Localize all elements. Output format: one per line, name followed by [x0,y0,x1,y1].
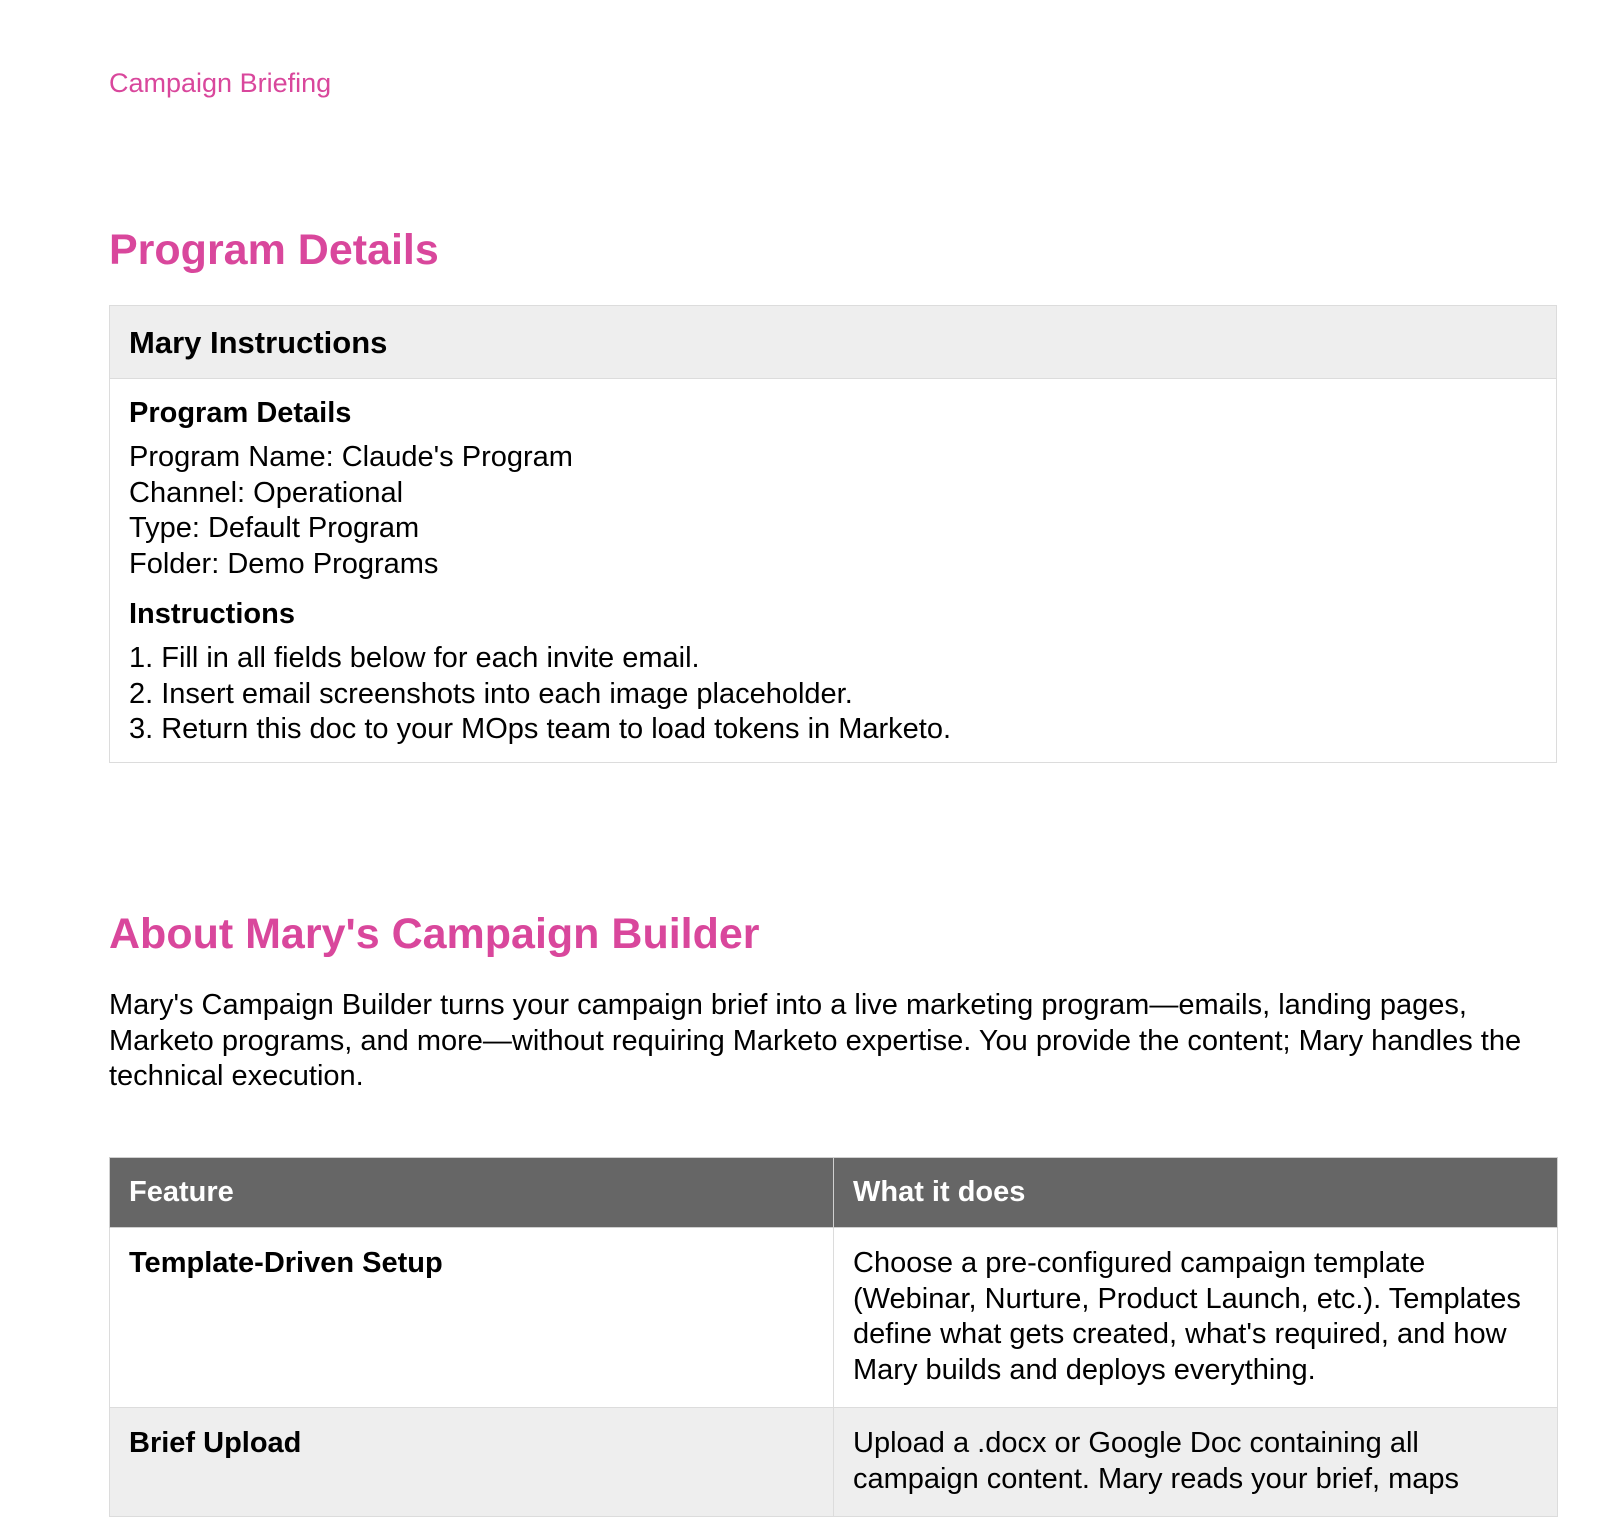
instruction-item: 3. Return this doc to your MOps team to load tokens in Marketo. [129,713,952,745]
feature-table [109,1157,1558,1517]
feature-description: Upload a .docx or Google Doc containing all campaign content. Mary reads your brief, maps [834,1408,1558,1517]
mary-instructions-box [109,305,1557,763]
feature-description: Choose a pre-configured campaign template (Webinar, Nurture, Product Launch, etc.). Templates define what gets created, what's required, and how Mary builds and deploys everything. [834,1228,1558,1408]
table-row [110,1228,1558,1408]
running-header: Campaign Briefing [109,68,332,98]
feature-name: Template-Driven Setup [110,1228,834,1408]
details-heading: Program Details [129,397,352,429]
box-body [110,379,1556,762]
table-header-row [110,1158,1558,1228]
box-title: Mary Instructions [110,306,1556,379]
instruction-item: 2. Insert email screenshots into each image placeholder. [129,677,853,710]
detail-line: Folder: Demo Programs [129,547,439,580]
feature-name: Brief Upload [110,1408,834,1517]
detail-line: Type: Default Program [129,512,420,544]
column-header-what-it-does: What it does [834,1158,1558,1228]
table-row [110,1408,1558,1517]
intro-paragraph: Mary's Campaign Builder turns your campaign brief into a live marketing program—emails, landing pages, Marketo programs, and more—without requiring Marketo expertise. You provide the content; Mary handles the technical execution. [109,989,1522,1092]
detail-line: Program Name: Claude's Program [129,441,573,473]
section-title-about: About Mary's Campaign Builder [109,910,760,958]
instructions-heading: Instructions [129,598,295,630]
section-title-program-details: Program Details [109,226,439,274]
instruction-item: 1. Fill in all fields below for each invite email. [129,642,700,674]
detail-line: Channel: Operational [129,476,404,509]
column-header-feature: Feature [110,1158,834,1228]
